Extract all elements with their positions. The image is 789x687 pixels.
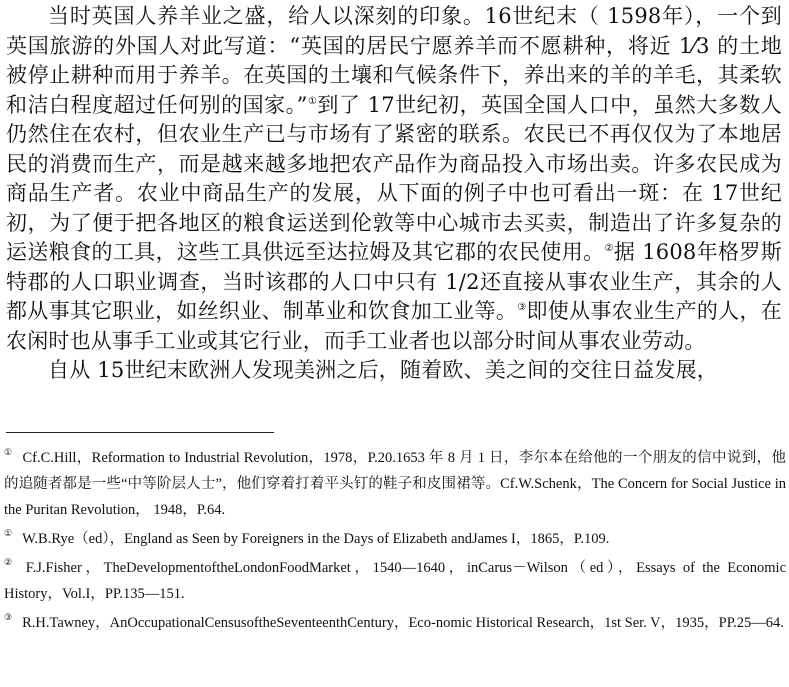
footnote-item [4, 445, 786, 523]
footnote-divider [6, 432, 274, 433]
footnote-item [4, 555, 786, 607]
footnote-mark: ③ [4, 612, 13, 622]
paragraph-1-part-d: 即使从事农业生产的人，在农闲时也从事手工业或其它行业，而手工业者也以部分时间从事农业劳动。 [6, 299, 782, 353]
footnote-mark: ② [4, 557, 16, 567]
paragraph-1 [6, 2, 782, 356]
footnote-text: F.J.Fisher，TheDevelopmentoftheLondonFoodMarket，1540—1640，inCarus－Wilson（ed），Essays of the Economic History，Vol.I，PP.135—151. [4, 560, 786, 602]
footnotes [4, 445, 786, 639]
paragraph-2: 自从 15世纪末欧洲人发现美洲之后，随着欧、美之间的交往日益发展， [48, 358, 718, 382]
footnote-text: W.B.Rye（ed），England as Seen by Foreigners in the Days of Elizabeth andJames I，1865，P.109. [22, 531, 610, 547]
footnote-ref-2[interactable]: ② [604, 243, 614, 254]
footnote-item [4, 610, 786, 636]
footnote-text: Cf.C.Hill，Reformation to Industrial Revolution，1978，P.20.1653 年 8 月 1 日，李尔本在给他的一个朋友的信中说到，他的追随者都是一些“中等阶层人士”，他们穿着打着平头钉的鞋子和皮围裙等。Cf.W.Schenk，The Concern for Social Justice in the Puritan Revolution， 1948，P.64. [4, 450, 786, 518]
paragraph-1-part-b: 到了 17世纪初，英国全国人口中，虽然大多数人仍然住在农村，但农业生产已与市场有了紧密的联系。农民已不再仅仅为了本地居民的消费而生产，而是越来越多地把农产品作为商品投入市场出卖。许多农民成为商品生产者。农业中商品生产的发展，从下面的例子中也可看出一斑：在 17世纪初，为了便于把各地区的粮食运送到伦敦等中心城市去买卖，制造出了许多复杂的运送粮食的工具，这些工具供远至达拉姆及其它郡的农民使用。 [6, 92, 782, 264]
footnote-ref-1[interactable]: ① [307, 95, 318, 107]
paragraph-1-part-a: 当时英国人养羊业之盛，给人以深刻的印象。16世纪末（ 1598年），一个到英国旅游的外国人对此写道：“英国的居民宁愿养羊而不愿耕种，将近 1⁄3 的土地被停止耕种而用于养羊。在英国的土壤和气候条件下，养出来的羊的羊毛，其柔软和洁白程度超过任何别的国家。” [6, 4, 782, 117]
body-text [6, 2, 782, 386]
footnote-mark: ① [4, 447, 13, 457]
paragraph-1-part-c: 据 1608年格罗斯特郡的人口职业调查，当时该郡的人口中只有 1/2还直接从事农业生产，其余的人都从事其它职业，如丝织业、制革业和饮食加工业等。 [6, 240, 782, 323]
footnote-mark: ① [4, 528, 13, 538]
footnote-item [4, 526, 786, 552]
footnote-text: R.H.Tawney，AnOccupationalCensusoftheSeventeenthCentury，Eco-nomic Historical Research，1st Ser. V，1935，PP.25—64. [22, 615, 784, 631]
footnote-ref-3[interactable]: ③ [517, 302, 527, 313]
